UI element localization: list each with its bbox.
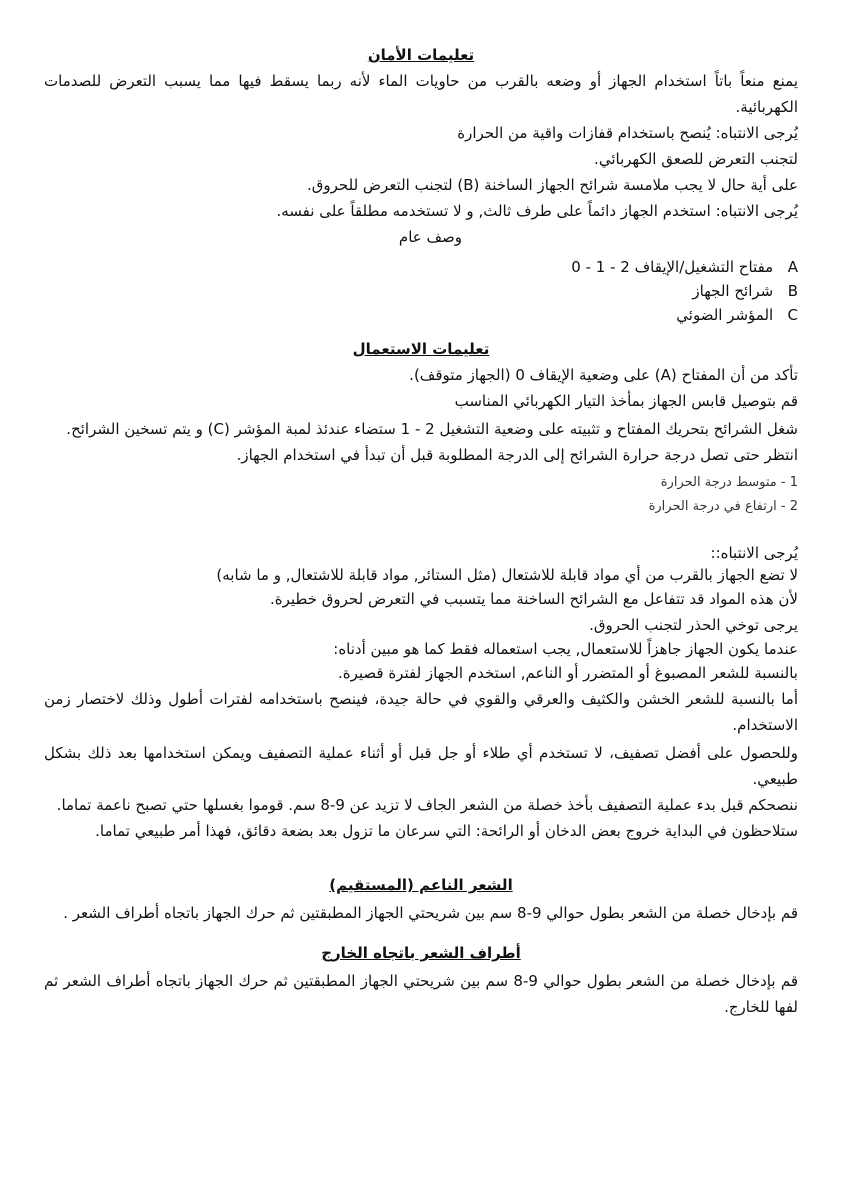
usage-paragraph-1: تأكد من أن المفتاح (A) على وضعية الإيقاف 0 (الجهاز متوقف).: [409, 366, 798, 384]
safety-title: تعليمات الأمان: [367, 46, 475, 64]
general-item-letter: A: [787, 258, 798, 276]
general-item: [498, 302, 798, 328]
general-item-letter: C: [787, 306, 798, 324]
caution-title: يُرجى الانتباه::: [710, 544, 798, 562]
caution-paragraph-9: ستلاحظون في البداية خروج بعض الدخان أو الرائحة: التي سرعان ما تزول بعد بضعة دقائق، فهذا أمر طبيعي تماما.: [95, 822, 798, 840]
usage-paragraph-3: شغل الشرائح بتحريك المفتاح و تثبيته على وضعية التشغيل 2 - 1 ستضاء عندئذ لمبة المؤشر (C) و يتم تسخين الشرائح.: [66, 420, 798, 438]
caution-paragraph-5: بالنسبة للشعر المصبوغ أو المتضرر أو الناعم, استخدم الجهاز لفترة قصيرة.: [337, 664, 798, 682]
general-item-label: المؤشر الضوئي: [676, 306, 774, 324]
caution-paragraph-1: لا تضع الجهاز بالقرب من أي مواد قابلة للاشتعال (مثل الستائر, مواد قابلة للاشتعال, و ما شابه): [216, 566, 798, 584]
usage-title: تعليمات الاستعمال: [352, 340, 490, 358]
safety-paragraph-4: على أية حال لا يجب ملامسة شرائح الجهاز الساخنة (B) لتجنب التعرض للحروق.: [307, 176, 798, 194]
temperature-level-1: 1 - متوسط درجة الحرارة: [660, 475, 798, 490]
temperature-level-2: 2 - ارتفاع في درجة الحرارة: [648, 499, 798, 514]
safety-paragraph-2: يُرجى الانتباه: يُنصح باستخدام قفازات واقية من الحرارة: [457, 124, 798, 142]
straight-hair-paragraph: قم بإدخال خصلة من الشعر بطول حوالي 9-8 سم بين شريحتي الجهاز المطبقتين ثم حرك الجهاز باتجاه أطراف الشعر .: [63, 904, 798, 922]
outward-ends-title: أطراف الشعر باتجاه الخارج: [321, 944, 521, 962]
straight-hair-title: الشعر الناعم (المستقيم): [329, 876, 513, 894]
caution-paragraph-7: وللحصول على أفضل تصفيف، لا تستخدم أي طلاء أو جل قبل أو أثناء عملية التصفيف ويمكن استخدامها بعد ذلك بشكل طبيعي.: [44, 744, 798, 788]
safety-paragraph-3: لتجنب التعرض للصعق الكهربائي.: [594, 150, 798, 168]
caution-paragraph-8: ننصحكم قبل بدء عملية التصفيف بأخذ خصلة من الشعر الجاف لا تزيد عن 9-8 سم. قوموا بغسلها حتي تصبح ناعمة تماما.: [56, 796, 798, 814]
general-item-letter: B: [787, 282, 798, 300]
general-item: [498, 254, 798, 280]
caution-paragraph-4: عندما يكون الجهاز جاهزاً للاستعمال, يجب استعماله فقط كما هو مبين أدناه:: [333, 640, 798, 658]
general-item: [498, 278, 798, 304]
caution-paragraph-6: أما بالنسبة للشعر الخشن والكثيف والعرقي والقوي في حالة جيدة، فينصح باستخدامه لفترات أطول وذلك لاختصار زمن الاستخدام.: [44, 690, 798, 734]
usage-paragraph-4: انتظر حتى تصل درجة حرارة الشرائح إلى الدرجة المطلوبة قبل أن تبدأ في استخدام الجهاز.: [236, 446, 798, 464]
caution-paragraph-2: لأن هذه المواد قد تتفاعل مع الشرائح الساخنة مما يتسبب في التعرض لحروق خطيرة.: [269, 590, 798, 608]
safety-paragraph-1: يمنع منعاً باتاً استخدام الجهاز أو وضعه بالقرب من حاويات الماء لأنه ربما يسقط فيها مما يسبب التعرض للصدمات الكهربائية.: [44, 72, 798, 116]
safety-paragraph-5: يُرجى الانتباه: استخدم الجهاز دائماً على طرف ثالث, و لا تستخدمه مطلقاً على نفسه.: [276, 202, 798, 220]
general-title: وصف عام: [398, 228, 462, 246]
general-item-label: مفتاح التشغيل/الإيقاف 2 - 1 - 0: [571, 258, 774, 276]
outward-ends-paragraph: قم بإدخال خصلة من الشعر بطول حوالي 9-8 سم بين شريحتي الجهاز المطبقتين ثم حرك الجهاز باتجاه أطراف الشعر ثم لفها للخارج.: [44, 972, 798, 1016]
general-item-label: شرائح الجهاز: [692, 282, 774, 300]
caution-paragraph-3: يرجى توخي الحذر لتجنب الحروق.: [589, 616, 798, 634]
usage-paragraph-2: قم بتوصيل قابس الجهاز بمأخذ التيار الكهربائي المناسب: [454, 392, 798, 410]
